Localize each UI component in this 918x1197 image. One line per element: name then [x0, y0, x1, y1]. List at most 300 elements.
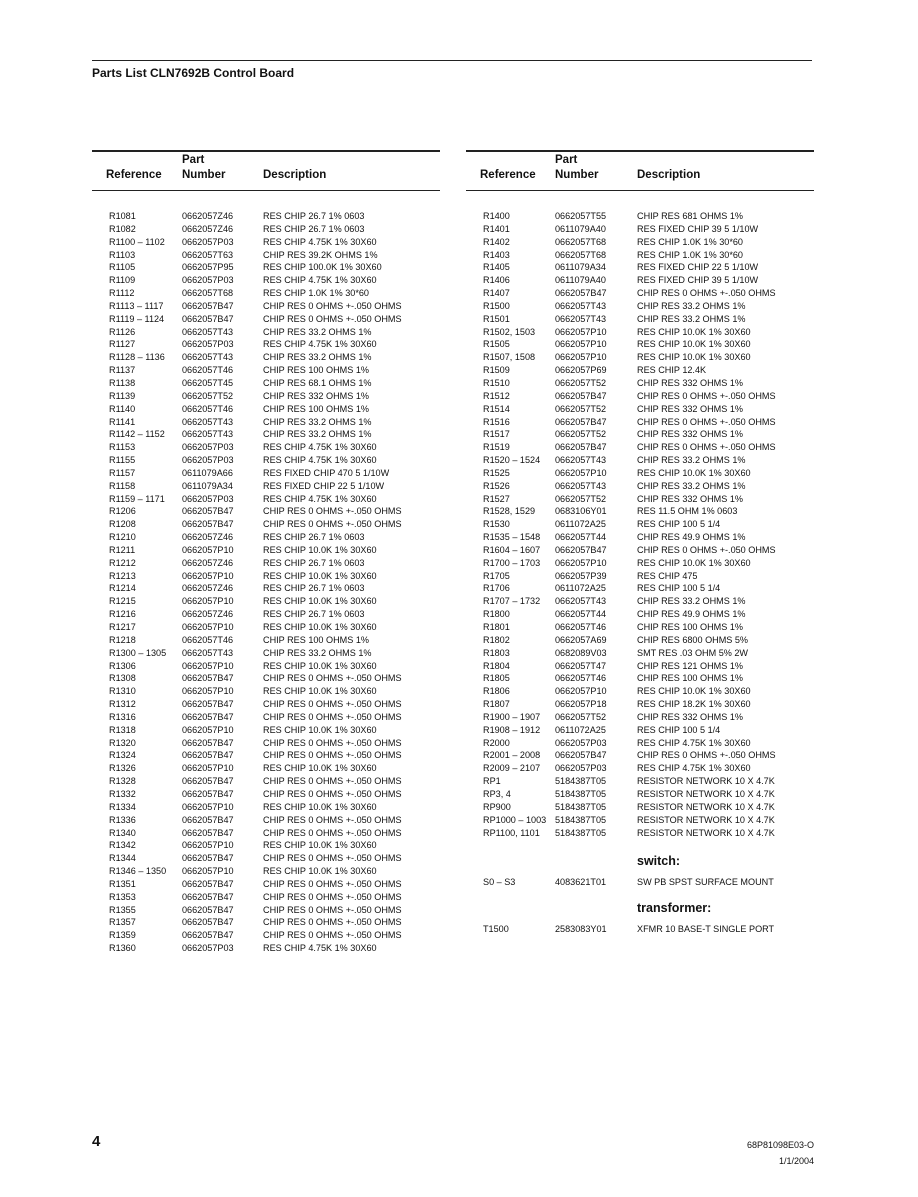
cell-part-number: 0611079A40: [555, 275, 606, 286]
cell-reference: R1128 – 1136: [109, 352, 165, 363]
cell-part-number: 0662057P03: [182, 236, 234, 247]
table-row-switch: [466, 877, 814, 891]
cell-part-number: 0662057P10: [182, 622, 234, 632]
cell-part-number: 0662057B47: [182, 300, 234, 311]
cell-description: RES CHIP 26.7 1% 0603: [263, 609, 365, 620]
document-code: 68P81098E03-O: [746, 1140, 814, 1150]
cell-reference: R1139: [109, 390, 136, 401]
cell-description: CHIP RES 681 OHMS 1%: [637, 211, 743, 221]
cell-part-number: 0662057T52: [555, 711, 607, 722]
cell-reference: R1403: [483, 249, 510, 260]
table-row: [466, 711, 814, 724]
cell-reference: R1908 – 1912: [483, 724, 541, 735]
cell-description: RES FIXED CHIP 39 5 1/10W: [637, 223, 759, 234]
table-row: [92, 338, 440, 351]
table-row: [92, 878, 440, 891]
cell-part-number: 0662057T46: [182, 365, 234, 376]
table-row: [92, 505, 440, 518]
cell-part-number: 0662057Z46: [182, 583, 234, 594]
cell-part-number: 0662057P03: [182, 339, 234, 350]
cell-description: CHIP RES 0 OHMS +-.050 OHMS: [637, 544, 776, 555]
cell-reference: R1100 – 1102: [109, 236, 165, 247]
table-row: [92, 891, 440, 904]
cell-reference: R1900 – 1907: [483, 711, 541, 722]
table-row: [92, 300, 440, 313]
table-row: [92, 827, 440, 840]
cell-description: CHIP RES 39.2K OHMS 1%: [263, 249, 378, 260]
cell-reference: RP900: [483, 801, 511, 812]
table-row: [92, 441, 440, 454]
cell-description: CHIP RES 0 OHMS +-.050 OHMS: [263, 814, 402, 825]
table-row: [92, 531, 440, 544]
cell-reference: R1158: [109, 480, 136, 491]
cell-description: RES CHIP 26.7 1% 0603: [263, 532, 365, 543]
cell-reference: RP1100, 1101: [483, 827, 540, 838]
cell-part-number: 0662057P69: [555, 365, 607, 376]
cell-description: CHIP RES 332 OHMS 1%: [637, 493, 743, 504]
cell-description: CHIP RES 33.2 OHMS 1%: [263, 647, 372, 658]
cell-reference: R1211: [109, 544, 136, 555]
cell-part-number: 0662057P39: [555, 570, 607, 581]
cell-description: RES CHIP 1.0K 1% 30*60: [263, 288, 369, 299]
table-row: [466, 364, 814, 377]
header-part: Part: [182, 154, 205, 166]
table-row: [466, 261, 814, 274]
cell-description: CHIP RES 0 OHMS +-.050 OHMS: [637, 390, 776, 401]
cell-part-number: 0611079A40: [555, 223, 606, 234]
cell-description: RES CHIP 100 5 1/4: [637, 583, 721, 594]
cell-part-number: 0662057B47: [555, 750, 607, 761]
cell-part-number: 0662057B47: [182, 891, 234, 902]
cell-description: CHIP RES 0 OHMS +-.050 OHMS: [263, 788, 402, 799]
table-row: [466, 223, 814, 236]
cell-description: CHIP RES 33.2 OHMS 1%: [263, 429, 372, 440]
cell-reference: R1141: [109, 416, 136, 427]
cell-part-number: 0662057T55: [555, 211, 607, 221]
cell-description: RES CHIP 100 5 1/4: [637, 519, 721, 530]
cell-description: RES CHIP 10.0K 1% 30X60: [637, 339, 751, 350]
cell-description: RES FIXED CHIP 470 5 1/10W: [263, 467, 390, 478]
table-row: [92, 377, 440, 390]
cell-reference: R1514: [483, 403, 510, 414]
cell-description: SMT RES .03 OHM 5% 2W: [637, 647, 749, 658]
cell-part-number: 0662057B47: [182, 930, 234, 941]
table-row: [92, 249, 440, 262]
table-row: [92, 647, 440, 660]
section-title-switch: switch:: [637, 854, 681, 868]
table-row: [466, 377, 814, 390]
table-row: [466, 480, 814, 493]
cell-description: CHIP RES 0 OHMS +-.050 OHMS: [263, 673, 402, 684]
cell-part-number: 0662057B47: [182, 699, 234, 710]
cell-reference: R1119 – 1124: [109, 313, 165, 324]
cell-part-number: 0662057T46: [182, 403, 234, 414]
cell-description: CHIP RES 0 OHMS +-.050 OHMS: [263, 930, 402, 941]
cell-description: RES CHIP 4.75K 1% 30X60: [263, 493, 377, 504]
cell-reference: R1342: [109, 840, 136, 851]
table-row: [466, 634, 814, 647]
cell-part-number: 0662057T52: [555, 429, 607, 440]
cell-reference: R1801: [483, 622, 510, 632]
cell-part-number: 0662057P10: [182, 763, 234, 774]
cell-description: RES CHIP 4.75K 1% 30X60: [263, 236, 377, 247]
table-row: [466, 287, 814, 300]
cell-part-number: 0662057B47: [555, 544, 607, 555]
top-rule: [92, 60, 812, 61]
cell-description: RES FIXED CHIP 22 5 1/10W: [263, 480, 385, 491]
cell-reference: R1308: [109, 673, 136, 684]
cell-description: CHIP RES 0 OHMS +-.050 OHMS: [263, 313, 402, 324]
table-row: [92, 775, 440, 788]
cell-description: RESISTOR NETWORK 10 X 4.7K: [637, 776, 775, 787]
cell-reference: R1500: [483, 300, 510, 311]
cell-part-number: 0662057B47: [182, 313, 234, 324]
cell-description: CHIP RES 121 OHMS 1%: [637, 660, 743, 671]
cell-description: RES CHIP 4.75K 1% 30X60: [263, 275, 377, 286]
header-reference: Reference: [106, 169, 162, 181]
cell-description: RESISTOR NETWORK 10 X 4.7K: [637, 801, 775, 812]
cell-description: RES CHIP 100 5 1/4: [637, 724, 721, 735]
cell-part-number: 0662057T46: [182, 634, 234, 645]
cell-part-number: 0662057T43: [182, 429, 234, 440]
cell-reference: R1344: [109, 853, 136, 864]
cell-reference: R1400: [483, 211, 510, 221]
cell-description: CHIP RES 0 OHMS +-.050 OHMS: [637, 288, 776, 299]
cell-part-number: 0662057T43: [182, 647, 234, 658]
cell-reference: R1312: [109, 699, 136, 710]
cell-reference: R1214: [109, 583, 136, 594]
cell-description: RES CHIP 4.75K 1% 30X60: [263, 442, 377, 453]
table-row: [92, 711, 440, 724]
cell-part-number: 0662057P10: [182, 866, 234, 877]
cell-description: CHIP RES 0 OHMS +-.050 OHMS: [263, 737, 402, 748]
cell-part-number: 0662057T63: [182, 249, 234, 260]
table-row: [466, 428, 814, 441]
cell-reference: R1142 – 1152: [109, 429, 165, 440]
cell-reference: R1351: [109, 878, 136, 889]
table-row: [92, 351, 440, 364]
cell-part-number: 0662057T68: [182, 288, 234, 299]
cell-description: CHIP RES 0 OHMS +-.050 OHMS: [637, 416, 776, 427]
cell-part-number: 0662057T47: [555, 660, 607, 671]
cell-description: RES CHIP 4.75K 1% 30X60: [637, 763, 751, 774]
cell-reference: R1206: [109, 506, 136, 517]
cell-reference: R1700 – 1703: [483, 557, 541, 568]
section-title-transformer: transformer:: [637, 901, 712, 915]
cell-reference: R1527: [483, 493, 510, 504]
cell-part-number: 0611079A34: [555, 262, 606, 273]
cell-part-number: 0662057T68: [555, 249, 607, 260]
cell-reference: R1082: [109, 223, 136, 234]
cell-part-number: 5184387T05: [555, 801, 607, 812]
table-row: [466, 814, 814, 827]
cell-reference: R1357: [109, 917, 136, 928]
cell-description: RES CHIP 10.0K 1% 30X60: [263, 596, 377, 607]
cell-part-number: 0662057B47: [182, 853, 234, 864]
cell-reference: R1310: [109, 686, 136, 697]
parts-table-left: [92, 150, 440, 954]
cell-description: RES CHIP 100.0K 1% 30X60: [263, 262, 382, 273]
cell-part-number: 0662057T43: [555, 596, 607, 607]
table-row: [466, 737, 814, 750]
table-row: [92, 672, 440, 685]
cell-part-number: 0662057B47: [182, 904, 234, 915]
table-row: [92, 595, 440, 608]
header-part: Part: [555, 154, 578, 166]
cell-reference: R1359: [109, 930, 136, 941]
table-row: [92, 403, 440, 416]
cell-reference: R1109: [109, 275, 136, 286]
cell-part-number: 5184387T05: [555, 814, 607, 825]
cell-description: CHIP RES 100 OHMS 1%: [637, 622, 743, 632]
cell-description: RES CHIP 18.2K 1% 30X60: [637, 699, 751, 710]
cell-reference: R1346 – 1350: [109, 866, 167, 877]
cell-part-number: 0662057Z46: [182, 532, 234, 543]
header-description: Description: [637, 169, 701, 181]
cell-description: RES CHIP 4.75K 1% 30X60: [263, 943, 377, 954]
cell-description: RES CHIP 4.75K 1% 30X60: [637, 737, 751, 748]
table-row: [466, 801, 814, 814]
table-row: [466, 313, 814, 326]
cell-reference: R1401: [483, 223, 510, 234]
cell-part-number: 0662057T43: [182, 416, 234, 427]
cell-part-number: 0662057T52: [555, 377, 607, 388]
cell-description: RES CHIP 10.0K 1% 30X60: [263, 801, 377, 812]
cell-reference: R1326: [109, 763, 136, 774]
cell-description: RES CHIP 10.0K 1% 30X60: [263, 763, 377, 774]
table-row: [92, 749, 440, 762]
cell-reference: R1505: [483, 339, 510, 350]
cell-reference: R1519: [483, 442, 510, 453]
cell-description: CHIP RES 0 OHMS +-.050 OHMS: [263, 300, 402, 311]
cell-part-number: 2583083Y01: [555, 924, 607, 934]
table-row: [466, 788, 814, 801]
cell-description: CHIP RES 0 OHMS +-.050 OHMS: [263, 827, 402, 838]
cell-part-number: 0662057T44: [555, 609, 607, 620]
cell-description: RES CHIP 10.0K 1% 30X60: [263, 570, 377, 581]
cell-description: CHIP RES 0 OHMS +-.050 OHMS: [263, 904, 402, 915]
cell-description: RES CHIP 26.7 1% 0603: [263, 223, 365, 234]
table-row: [466, 698, 814, 711]
cell-description: RES CHIP 12.4K: [637, 365, 707, 376]
table-row-transformer: [466, 924, 814, 938]
table-row: [92, 518, 440, 531]
cell-reference: R1216: [109, 609, 136, 620]
table-row: [92, 274, 440, 287]
document-date: 1/1/2004: [778, 1156, 814, 1166]
cell-part-number: 0662057P03: [182, 442, 234, 453]
cell-description: CHIP RES 0 OHMS +-.050 OHMS: [263, 917, 402, 928]
cell-part-number: 0683106Y01: [555, 506, 607, 517]
table-row: [92, 236, 440, 249]
header-description: Description: [263, 169, 327, 181]
cell-reference: R1355: [109, 904, 136, 915]
table-row: [466, 582, 814, 595]
cell-description: CHIP RES 0 OHMS +-.050 OHMS: [263, 776, 402, 787]
cell-part-number: 0662057B47: [555, 390, 607, 401]
table-row: [466, 441, 814, 454]
table-row: [92, 261, 440, 274]
cell-description: CHIP RES 33.2 OHMS 1%: [637, 596, 746, 607]
cell-part-number: 0611072A25: [555, 583, 606, 594]
table-row: [466, 467, 814, 480]
table-row: [466, 338, 814, 351]
cell-description: CHIP RES 33.2 OHMS 1%: [637, 313, 746, 324]
cell-part-number: 5184387T05: [555, 788, 607, 799]
cell-reference: R2000: [483, 737, 510, 748]
cell-part-number: 0662057T68: [555, 236, 607, 247]
cell-part-number: 0662057P10: [182, 801, 234, 812]
cell-reference: R1306: [109, 660, 136, 671]
table-row: [466, 570, 814, 583]
cell-part-number: 0662057P10: [555, 686, 607, 697]
cell-description: CHIP RES 0 OHMS +-.050 OHMS: [263, 519, 402, 530]
cell-reference: R1517: [483, 429, 510, 440]
cell-description: RES CHIP 10.0K 1% 30X60: [263, 544, 377, 555]
cell-reference: R1707 – 1732: [483, 596, 541, 607]
cell-description: CHIP RES 100 OHMS 1%: [263, 365, 369, 376]
cell-description: RES FIXED CHIP 22 5 1/10W: [637, 262, 759, 273]
cell-reference: R1502, 1503: [483, 326, 536, 337]
cell-reference: R1213: [109, 570, 136, 581]
cell-part-number: 0611079A66: [182, 467, 233, 478]
table-row: [92, 660, 440, 673]
table-row: [466, 647, 814, 660]
cell-part-number: 0662057P10: [182, 596, 234, 607]
cell-reference: R1153: [109, 442, 136, 453]
cell-part-number: 0662057P10: [555, 557, 607, 568]
cell-reference: R1113 – 1117: [109, 300, 164, 311]
cell-part-number: 0611079A34: [182, 480, 233, 491]
cell-part-number: 0662057Z46: [182, 609, 234, 620]
cell-part-number: 0662057Z46: [182, 557, 234, 568]
cell-description: XFMR 10 BASE-T SINGLE PORT: [637, 924, 775, 934]
cell-description: RES CHIP 1.0K 1% 30*60: [637, 249, 743, 260]
cell-part-number: 0662057P10: [182, 544, 234, 555]
cell-part-number: 0662057P03: [182, 275, 234, 286]
cell-reference: R1215: [109, 596, 136, 607]
cell-description: CHIP RES 68.1 OHMS 1%: [263, 377, 372, 388]
cell-description: CHIP RES 0 OHMS +-.050 OHMS: [263, 711, 402, 722]
cell-reference: R1137: [109, 365, 136, 376]
cell-reference: R1159 – 1171: [109, 493, 165, 504]
cell-description: CHIP RES 33.2 OHMS 1%: [263, 416, 372, 427]
table-row: [466, 505, 814, 518]
table-row: [466, 557, 814, 570]
table-row: [92, 364, 440, 377]
cell-part-number: 0662057B47: [555, 288, 607, 299]
table-row: [466, 749, 814, 762]
cell-description: RES CHIP 10.0K 1% 30X60: [637, 326, 751, 337]
table-row: [92, 814, 440, 827]
cell-reference: R1217: [109, 622, 136, 632]
cell-part-number: 0662057P10: [555, 326, 607, 337]
table-row: [92, 390, 440, 403]
cell-reference: R1138: [109, 377, 136, 388]
parts-table-right: [466, 150, 814, 838]
cell-reference: R1526: [483, 480, 510, 491]
cell-description: RES CHIP 10.0K 1% 30X60: [263, 866, 377, 877]
cell-part-number: 0662057B47: [555, 416, 607, 427]
cell-part-number: 0662057P10: [555, 352, 607, 363]
cell-part-number: 0662057T46: [555, 673, 607, 684]
table-row: [466, 660, 814, 673]
cell-reference: R1360: [109, 943, 136, 954]
cell-description: RES CHIP 10.0K 1% 30X60: [263, 622, 377, 632]
cell-reference: R1081: [109, 211, 136, 221]
cell-description: RES CHIP 10.0K 1% 30X60: [263, 724, 377, 735]
cell-reference: R2009 – 2107: [483, 763, 541, 774]
cell-reference: R1800: [483, 609, 510, 620]
table-row: [92, 852, 440, 865]
table-row: [466, 351, 814, 364]
cell-description: CHIP RES 0 OHMS +-.050 OHMS: [263, 699, 402, 710]
page-title: Parts List CLN7692B Control Board: [92, 66, 295, 80]
cell-description: CHIP RES 33.2 OHMS 1%: [263, 352, 372, 363]
table-row: [92, 570, 440, 583]
cell-description: CHIP RES 0 OHMS +-.050 OHMS: [263, 506, 402, 517]
cell-part-number: 0662057T43: [555, 300, 607, 311]
cell-reference: S0 – S3: [483, 877, 516, 887]
table-row: [92, 865, 440, 878]
cell-description: RESISTOR NETWORK 10 X 4.7K: [637, 827, 775, 838]
table-row: [466, 595, 814, 608]
cell-description: RES CHIP 10.0K 1% 30X60: [637, 557, 751, 568]
cell-description: RES CHIP 10.0K 1% 30X60: [263, 840, 377, 851]
cell-reference: R1510: [483, 377, 510, 388]
cell-reference: R1340: [109, 827, 136, 838]
cell-description: CHIP RES 332 OHMS 1%: [637, 429, 743, 440]
table-row: [466, 531, 814, 544]
table-header-right: [466, 150, 814, 191]
table-row: [92, 428, 440, 441]
table-row: [92, 904, 440, 917]
cell-description: CHIP RES 0 OHMS +-.050 OHMS: [637, 750, 776, 761]
cell-part-number: 0662057B47: [182, 878, 234, 889]
table-row: [92, 454, 440, 467]
cell-description: RES CHIP 10.0K 1% 30X60: [637, 467, 751, 478]
cell-reference: R1501: [483, 313, 510, 324]
cell-part-number: 0662057T52: [182, 390, 234, 401]
cell-part-number: 0662057P03: [555, 763, 607, 774]
cell-part-number: 0662057T43: [182, 326, 234, 337]
table-row: [466, 775, 814, 788]
cell-reference: R1318: [109, 724, 136, 735]
cell-part-number: 5184387T05: [555, 827, 607, 838]
table-row: [92, 493, 440, 506]
cell-description: CHIP RES 0 OHMS +-.050 OHMS: [263, 750, 402, 761]
table-row: [466, 454, 814, 467]
cell-part-number: 0662057T43: [555, 455, 607, 466]
cell-reference: R1126: [109, 326, 136, 337]
cell-reference: R1805: [483, 673, 510, 684]
table-row: [92, 544, 440, 557]
table-row: [92, 788, 440, 801]
cell-description: RES 11.5 OHM 1% 0603: [637, 506, 738, 517]
table-row: [92, 480, 440, 493]
cell-part-number: 0662057P10: [555, 467, 607, 478]
cell-reference: R1105: [109, 262, 136, 273]
table-row: [92, 287, 440, 300]
cell-reference: RP3, 4: [483, 788, 511, 799]
cell-part-number: 0662057P10: [555, 339, 607, 350]
cell-description: CHIP RES 49.9 OHMS 1%: [637, 609, 746, 620]
cell-part-number: 0662057P03: [555, 737, 607, 748]
cell-reference: R1334: [109, 801, 136, 812]
table-row: [466, 724, 814, 737]
table-row: [466, 249, 814, 262]
cell-description: RES CHIP 10.0K 1% 30X60: [637, 686, 751, 697]
